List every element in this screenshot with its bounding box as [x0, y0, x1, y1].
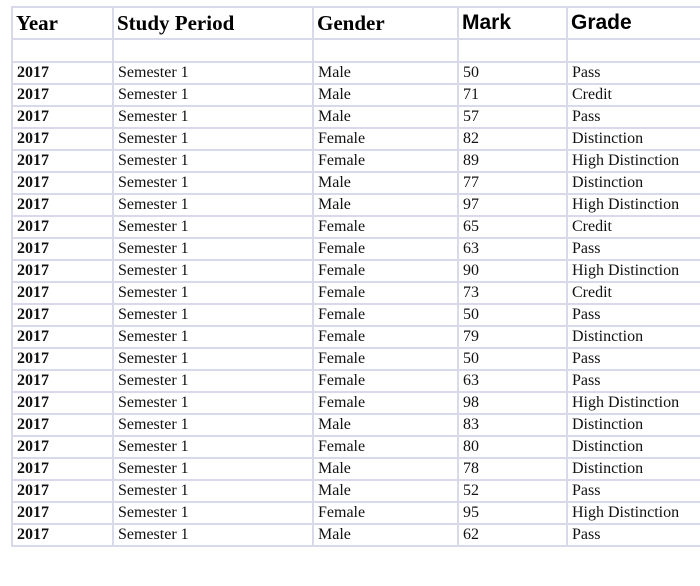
table-row [12, 216, 700, 238]
mark-cell[interactable]: 73 [458, 282, 567, 304]
gender-cell[interactable]: Male [313, 458, 458, 480]
grade-cell[interactable]: Distinction [567, 326, 700, 348]
table-row [12, 304, 700, 326]
year-cell[interactable]: 2017 [12, 62, 113, 84]
header-row [12, 7, 700, 39]
table-row [12, 238, 700, 260]
column-header-gender[interactable]: Gender [313, 7, 458, 39]
gender-cell[interactable]: Female [313, 436, 458, 458]
study-period-cell[interactable]: Semester 1 [113, 128, 313, 150]
table-row [12, 502, 700, 524]
year-cell[interactable]: 2017 [12, 304, 113, 326]
gender-cell[interactable]: Female [313, 326, 458, 348]
table-row [12, 84, 700, 106]
grade-cell[interactable]: Distinction [567, 128, 700, 150]
year-cell[interactable]: 2017 [12, 128, 113, 150]
study-period-cell[interactable]: Semester 1 [113, 216, 313, 238]
mark-cell[interactable]: 62 [458, 524, 567, 546]
table-row [12, 348, 700, 370]
grade-cell[interactable]: Pass [567, 348, 700, 370]
grade-cell[interactable]: Pass [567, 480, 700, 502]
gender-cell[interactable]: Male [313, 172, 458, 194]
mark-cell[interactable]: 79 [458, 326, 567, 348]
year-cell[interactable]: 2017 [12, 238, 113, 260]
year-cell[interactable]: 2017 [12, 502, 113, 524]
study-period-cell[interactable]: Semester 1 [113, 326, 313, 348]
mark-cell[interactable]: 57 [458, 106, 567, 128]
year-cell[interactable]: 2017 [12, 370, 113, 392]
grade-cell[interactable]: Credit [567, 282, 700, 304]
year-cell[interactable]: 2017 [12, 326, 113, 348]
mark-cell[interactable]: 98 [458, 392, 567, 414]
grade-cell[interactable]: Pass [567, 238, 700, 260]
grade-cell[interactable]: High Distinction [567, 150, 700, 172]
year-cell[interactable]: 2017 [12, 458, 113, 480]
grade-cell[interactable]: Pass [567, 62, 700, 84]
table-row [12, 260, 700, 282]
study-period-cell[interactable]: Semester 1 [113, 480, 313, 502]
gender-cell[interactable]: Female [313, 348, 458, 370]
table-cell[interactable] [458, 39, 567, 62]
study-period-cell[interactable]: Semester 1 [113, 62, 313, 84]
mark-cell[interactable]: 50 [458, 348, 567, 370]
study-period-cell[interactable]: Semester 1 [113, 150, 313, 172]
gender-cell[interactable]: Female [313, 128, 458, 150]
gender-cell[interactable]: Female [313, 392, 458, 414]
spreadsheet-view [11, 6, 700, 586]
mark-cell[interactable]: 63 [458, 370, 567, 392]
gender-cell[interactable]: Male [313, 194, 458, 216]
study-period-cell[interactable]: Semester 1 [113, 238, 313, 260]
mark-cell[interactable]: 83 [458, 414, 567, 436]
table-row [12, 106, 700, 128]
table-row [12, 62, 700, 84]
table-row [12, 370, 700, 392]
grade-cell[interactable]: High Distinction [567, 502, 700, 524]
year-cell[interactable]: 2017 [12, 348, 113, 370]
column-header-study-period[interactable]: Study Period [113, 7, 313, 39]
grade-cell[interactable]: High Distinction [567, 194, 700, 216]
table-row [12, 282, 700, 304]
table-body [12, 39, 700, 546]
table-cell[interactable] [567, 39, 700, 62]
study-period-cell[interactable]: Semester 1 [113, 524, 313, 546]
study-period-cell[interactable]: Semester 1 [113, 370, 313, 392]
study-period-cell[interactable]: Semester 1 [113, 282, 313, 304]
year-cell[interactable]: 2017 [12, 150, 113, 172]
mark-cell[interactable]: 97 [458, 194, 567, 216]
study-period-cell[interactable]: Semester 1 [113, 260, 313, 282]
gender-cell[interactable]: Male [313, 524, 458, 546]
grade-cell[interactable]: High Distinction [567, 392, 700, 414]
study-period-cell[interactable]: Semester 1 [113, 106, 313, 128]
year-cell[interactable]: 2017 [12, 260, 113, 282]
grade-cell[interactable]: Pass [567, 106, 700, 128]
study-period-cell[interactable]: Semester 1 [113, 458, 313, 480]
column-header-grade[interactable]: Grade [567, 7, 700, 39]
mark-cell[interactable]: 80 [458, 436, 567, 458]
gender-cell[interactable]: Female [313, 216, 458, 238]
grade-cell[interactable]: High Distinction [567, 260, 700, 282]
grade-cell[interactable]: Distinction [567, 414, 700, 436]
mark-cell[interactable]: 77 [458, 172, 567, 194]
grade-cell[interactable]: Distinction [567, 458, 700, 480]
mark-cell[interactable]: 63 [458, 238, 567, 260]
mark-cell[interactable]: 50 [458, 304, 567, 326]
mark-cell[interactable]: 90 [458, 260, 567, 282]
table-row [12, 172, 700, 194]
study-period-cell[interactable]: Semester 1 [113, 502, 313, 524]
table-cell[interactable] [113, 39, 313, 62]
year-cell[interactable]: 2017 [12, 194, 113, 216]
year-cell[interactable]: 2017 [12, 282, 113, 304]
study-period-cell[interactable]: Semester 1 [113, 304, 313, 326]
study-period-cell[interactable]: Semester 1 [113, 392, 313, 414]
grade-cell[interactable]: Pass [567, 304, 700, 326]
study-period-cell[interactable]: Semester 1 [113, 194, 313, 216]
mark-cell[interactable]: 65 [458, 216, 567, 238]
year-cell[interactable]: 2017 [12, 414, 113, 436]
grade-cell[interactable]: Pass [567, 370, 700, 392]
year-cell[interactable]: 2017 [12, 84, 113, 106]
table-row [12, 194, 700, 216]
year-cell[interactable]: 2017 [12, 524, 113, 546]
column-header-year[interactable]: Year [12, 7, 113, 39]
gender-cell[interactable]: Male [313, 480, 458, 502]
study-period-cell[interactable]: Semester 1 [113, 348, 313, 370]
mark-cell[interactable]: 71 [458, 84, 567, 106]
grade-cell[interactable]: Pass [567, 524, 700, 546]
gender-cell[interactable]: Male [313, 106, 458, 128]
grade-cell[interactable]: Distinction [567, 172, 700, 194]
mark-cell[interactable]: 78 [458, 458, 567, 480]
table-row [12, 128, 700, 150]
gender-cell[interactable]: Female [313, 238, 458, 260]
year-cell[interactable]: 2017 [12, 392, 113, 414]
table-row [12, 150, 700, 172]
year-cell[interactable]: 2017 [12, 106, 113, 128]
year-cell[interactable]: 2017 [12, 172, 113, 194]
grade-cell[interactable]: Credit [567, 84, 700, 106]
year-cell[interactable]: 2017 [12, 436, 113, 458]
mark-cell[interactable]: 82 [458, 128, 567, 150]
mark-cell[interactable]: 50 [458, 62, 567, 84]
gender-cell[interactable]: Male [313, 414, 458, 436]
year-cell[interactable]: 2017 [12, 480, 113, 502]
study-period-cell[interactable]: Semester 1 [113, 414, 313, 436]
table-row [12, 458, 700, 480]
study-period-cell[interactable]: Semester 1 [113, 436, 313, 458]
table-cell[interactable] [12, 39, 113, 62]
gender-cell[interactable]: Female [313, 150, 458, 172]
mark-cell[interactable]: 52 [458, 480, 567, 502]
table-cell[interactable] [313, 39, 458, 62]
table-row [12, 326, 700, 348]
grade-cell[interactable]: Credit [567, 216, 700, 238]
gender-cell[interactable]: Female [313, 282, 458, 304]
year-cell[interactable]: 2017 [12, 216, 113, 238]
study-period-cell[interactable]: Semester 1 [113, 84, 313, 106]
gender-cell[interactable]: Female [313, 304, 458, 326]
gender-cell[interactable]: Female [313, 502, 458, 524]
column-header-mark[interactable]: Mark [458, 7, 567, 39]
mark-cell[interactable]: 95 [458, 502, 567, 524]
table-row [12, 414, 700, 436]
table-row [12, 480, 700, 502]
table-row [12, 524, 700, 546]
mark-cell[interactable]: 89 [458, 150, 567, 172]
gender-cell[interactable]: Male [313, 62, 458, 84]
gender-cell[interactable]: Male [313, 84, 458, 106]
study-period-cell[interactable]: Semester 1 [113, 172, 313, 194]
blank-row [12, 39, 700, 62]
grade-cell[interactable]: Distinction [567, 436, 700, 458]
gender-cell[interactable]: Female [313, 260, 458, 282]
table-row [12, 392, 700, 414]
table-row [12, 436, 700, 458]
student-marks-table [11, 6, 700, 547]
gender-cell[interactable]: Female [313, 370, 458, 392]
